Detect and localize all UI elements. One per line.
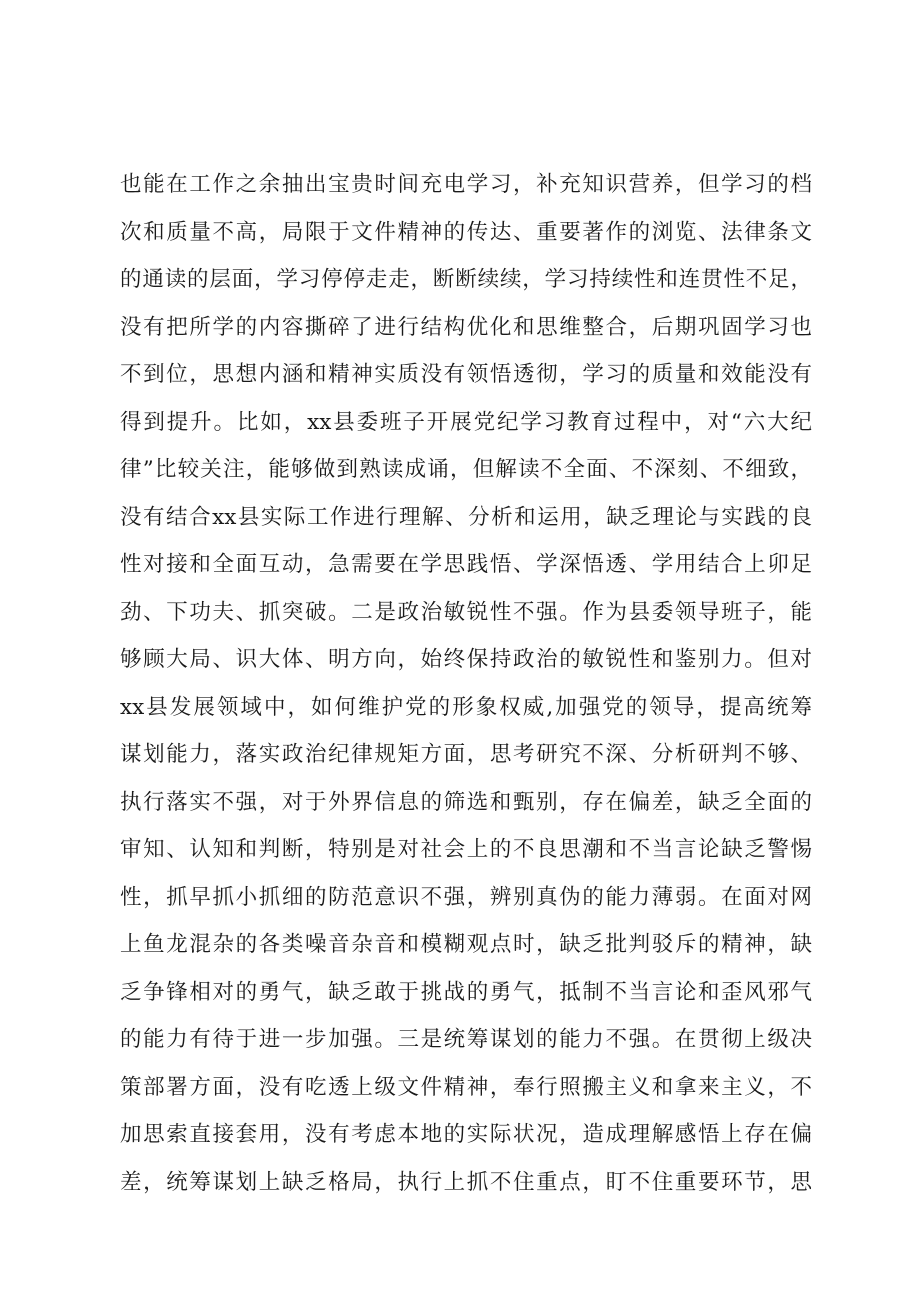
text-line: 够顾大局、识大体、明方向，始终保持政治的敏锐性和鉴别力。但对 (120, 647, 812, 672)
text-line: 执行落实不强，对于外界信息的筛选和甄别，存在偏差，缺乏全面的 (120, 789, 812, 815)
text-line: 没有结合xx县实际工作进行理解、分析和运用，缺乏理论与实践的良 (120, 504, 812, 530)
text-line: 的通读的层面，学习停停走走，断断续续，学习持续性和连贯性不足， (120, 267, 812, 292)
text-line: 律”比较关注，能够做到熟读成诵，但解读不全面、不深刻、不细致， (120, 457, 812, 482)
text-line: 次和质量不高，局限于文件精神的传达、重要著作的浏览、法律条文 (120, 219, 812, 245)
text-line: 策部署方面，没有吃透上级文件精神，奉行照搬主义和拿来主义，不 (120, 1074, 812, 1100)
text-line: 谋划能力，落实政治纪律规矩方面，思考研究不深、分析研判不够、 (120, 742, 812, 767)
text-line: 性对接和全面互动，急需要在学思践悟、学深悟透、学用结合上卯足 (120, 552, 812, 577)
text-line: 劲、下功夫、抓突破。二是政治敏锐性不强。作为县委领导班子，能 (120, 599, 812, 625)
text-line: 得到提升。比如，xx县委班子开展党纪学习教育过程中，对“六大纪 (120, 409, 812, 435)
text-line: xx县发展领域中，如何维护党的形象权威,加强党的领导，提高统筹 (120, 694, 812, 720)
text-line: 不到位，思想内涵和精神实质没有领悟透彻，学习的质量和效能没有 (120, 362, 812, 387)
text-line: 审知、认知和判断，特别是对社会上的不良思潮和不当言论缺乏警惕 (120, 837, 812, 862)
text-line: 差，统筹谋划上缺乏格局，执行上抓不住重点，盯不住重要环节，思 (120, 1169, 812, 1195)
text-line: 的能力有待于进一步加强。三是统筹谋划的能力不强。在贯彻上级决 (120, 1027, 812, 1052)
text-line: 没有把所学的内容撕碎了进行结构优化和思维整合，后期巩固学习也 (120, 314, 812, 340)
text-line: 加思索直接套用，没有考虑本地的实际状况，造成理解感悟上存在偏 (120, 1122, 812, 1147)
text-line: 上鱼龙混杂的各类噪音杂音和模糊观点时，缺乏批判驳斥的精神，缺 (120, 932, 812, 957)
text-line: 也能在工作之余抽出宝贵时间充电学习，补充知识营养，但学习的档 (120, 172, 812, 197)
text-line: 乏争锋相对的勇气，缺乏敢于挑战的勇气，抵制不当言论和歪风邪气 (120, 979, 812, 1005)
text-line: 性，抓早抓小抓细的防范意识不强，辨别真伪的能力薄弱。在面对网 (120, 884, 812, 910)
body-text (120, 161, 820, 1206)
